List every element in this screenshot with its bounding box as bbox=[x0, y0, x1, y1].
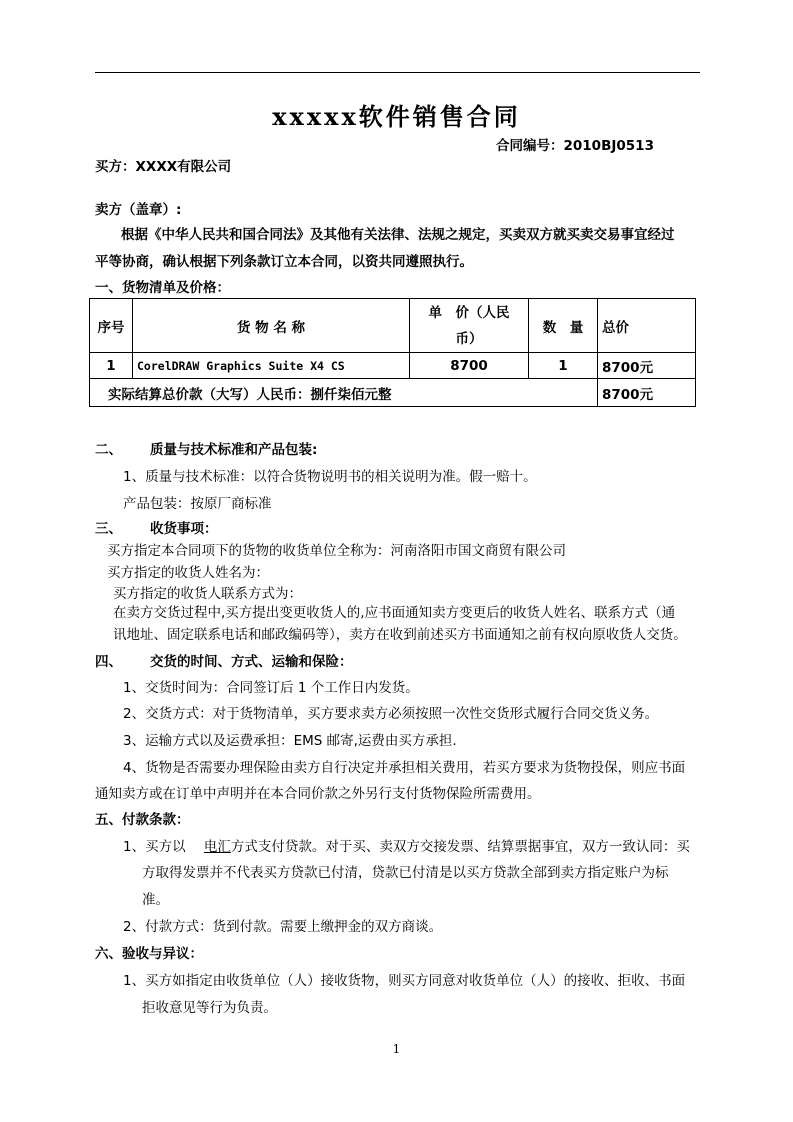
price-header-line-2: 币） bbox=[455, 330, 483, 347]
section-2-item-1: 1、质量与技术标准：以符合货物说明书的相关说明为准。假一赔十。 bbox=[123, 469, 537, 485]
section-5-item-2: 2、付款方式：货到付款。需要上缴押金的双方商谈。 bbox=[123, 919, 443, 935]
section-3-line-5: 讯地址、固定联系电话和邮政编码等），卖方在收到前述买方书面通知之前有权向原收货人交货。 bbox=[113, 627, 687, 643]
row-product-name: CorelDRAW Graphics Suite X4 CS bbox=[133, 353, 410, 379]
payment-prefix: 1、买方以 bbox=[123, 839, 186, 855]
col-name-header: 货 物 名 称 bbox=[133, 299, 410, 353]
goods-table bbox=[89, 298, 696, 407]
table-header-row bbox=[90, 299, 696, 353]
section-3-line-2: 买方指定的收货人姓名为： bbox=[107, 565, 269, 581]
intro-line-1: 根据《中华人民共和国合同法》及其他有关法律、法规之规定，买卖双方就买卖交易事宜经过 bbox=[121, 227, 675, 243]
header-rule bbox=[95, 72, 700, 73]
section-5-item-1-line-3: 准。 bbox=[142, 892, 169, 908]
section-5-heading: 五、付款条款： bbox=[95, 812, 190, 828]
table-sum-row bbox=[90, 379, 696, 407]
row-total: 8700元 bbox=[598, 353, 696, 379]
col-no-header: 序号 bbox=[90, 299, 133, 353]
col-qty-header: 数 量 bbox=[529, 299, 598, 353]
section-2-title: 质量与技术标准和产品包装: bbox=[150, 442, 318, 458]
section-4-item-1: 1、交货时间为：合同签订后 1 个工作日内发货。 bbox=[123, 680, 419, 696]
section-3-line-4: 在卖方交货过程中,买方提出变更收货人的,应书面通知卖方变更后的收货人姓名、联系方式（通 bbox=[113, 605, 676, 621]
col-price-header bbox=[410, 299, 529, 353]
section-3-title: 收货事项： bbox=[150, 521, 218, 537]
document-title: xxxxx软件销售合同 bbox=[272, 102, 521, 131]
section-6-item-1-line-2: 拒收意见等行为负责。 bbox=[142, 1000, 277, 1016]
table-row bbox=[90, 353, 696, 379]
section-3-line-3: 买方指定的收货人联系方式为： bbox=[113, 586, 302, 602]
section-5-item-1-line-1 bbox=[123, 836, 690, 859]
section-5-item-1-line-2: 方取得发票并不代表买方贷款已付清，贷款已付清是以买方贷款全部到卖方指定账户为标 bbox=[142, 865, 669, 881]
row-qty: 1 bbox=[529, 353, 598, 379]
row-price: 8700 bbox=[410, 353, 529, 379]
intro-line-2: 平等协商，确认根据下列条款订立本合同，以资共同遵照执行。 bbox=[95, 254, 473, 270]
page-number: 1 bbox=[392, 1042, 401, 1056]
section-6-item-1-line-1: 1、买方如指定由收货单位（人）接收货物，则买方同意对收货单位（人）的接收、拒收、书面 bbox=[123, 973, 686, 989]
sum-total: 8700元 bbox=[598, 379, 696, 407]
section-4-item-4-line-2: 通知卖方或在订单中声明并在本合同价款之外另行支付货物保险所需费用。 bbox=[95, 786, 541, 802]
section-4-item-2: 2、交货方式：对于货物清单，买方要求卖方必须按照一次性交货形式履行合同交货义务。 bbox=[123, 706, 659, 722]
contract-number: 合同编号：2010BJ0513 bbox=[496, 138, 654, 154]
section-4-title: 交货的时间、方式、运输和保险： bbox=[150, 654, 353, 670]
row-no: 1 bbox=[90, 353, 133, 379]
col-total-header: 总价 bbox=[598, 299, 696, 353]
section-3-number: 三、 bbox=[95, 521, 122, 537]
section-1-heading: 一、货物清单及价格： bbox=[95, 280, 230, 296]
price-header-line-1: 单 价（人民 bbox=[428, 304, 510, 321]
section-2-number: 二、 bbox=[95, 442, 122, 458]
seller-line: 卖方（盖章）: bbox=[95, 202, 182, 218]
section-4-item-3: 3、运输方式以及运费承担：EMS 邮寄,运费由买方承担. bbox=[123, 733, 457, 749]
section-2-packaging: 产品包装：按原厂商标准 bbox=[123, 496, 272, 512]
section-4-number: 四、 bbox=[95, 654, 122, 670]
section-6-heading: 六、验收与异议： bbox=[95, 946, 203, 962]
sum-label: 实际结算总价款（大写）人民币：捌仟柒佰元整 bbox=[90, 379, 598, 407]
section-4-item-4-line-1: 4、货物是否需要办理保险由卖方自行决定并承担相关费用，若买方要求为货物投保，则应书面 bbox=[123, 760, 686, 776]
buyer-line: 买方：XXXX有限公司 bbox=[95, 159, 232, 175]
payment-rest: 方式支付贷款。对于买、卖双方交接发票、结算票据事宜，双方一致认同：买 bbox=[230, 839, 690, 855]
payment-method: 电汇 bbox=[203, 839, 231, 855]
section-3-line-1: 买方指定本合同项下的货物的收货单位全称为：河南洛阳市国文商贸有限公司 bbox=[107, 543, 566, 559]
